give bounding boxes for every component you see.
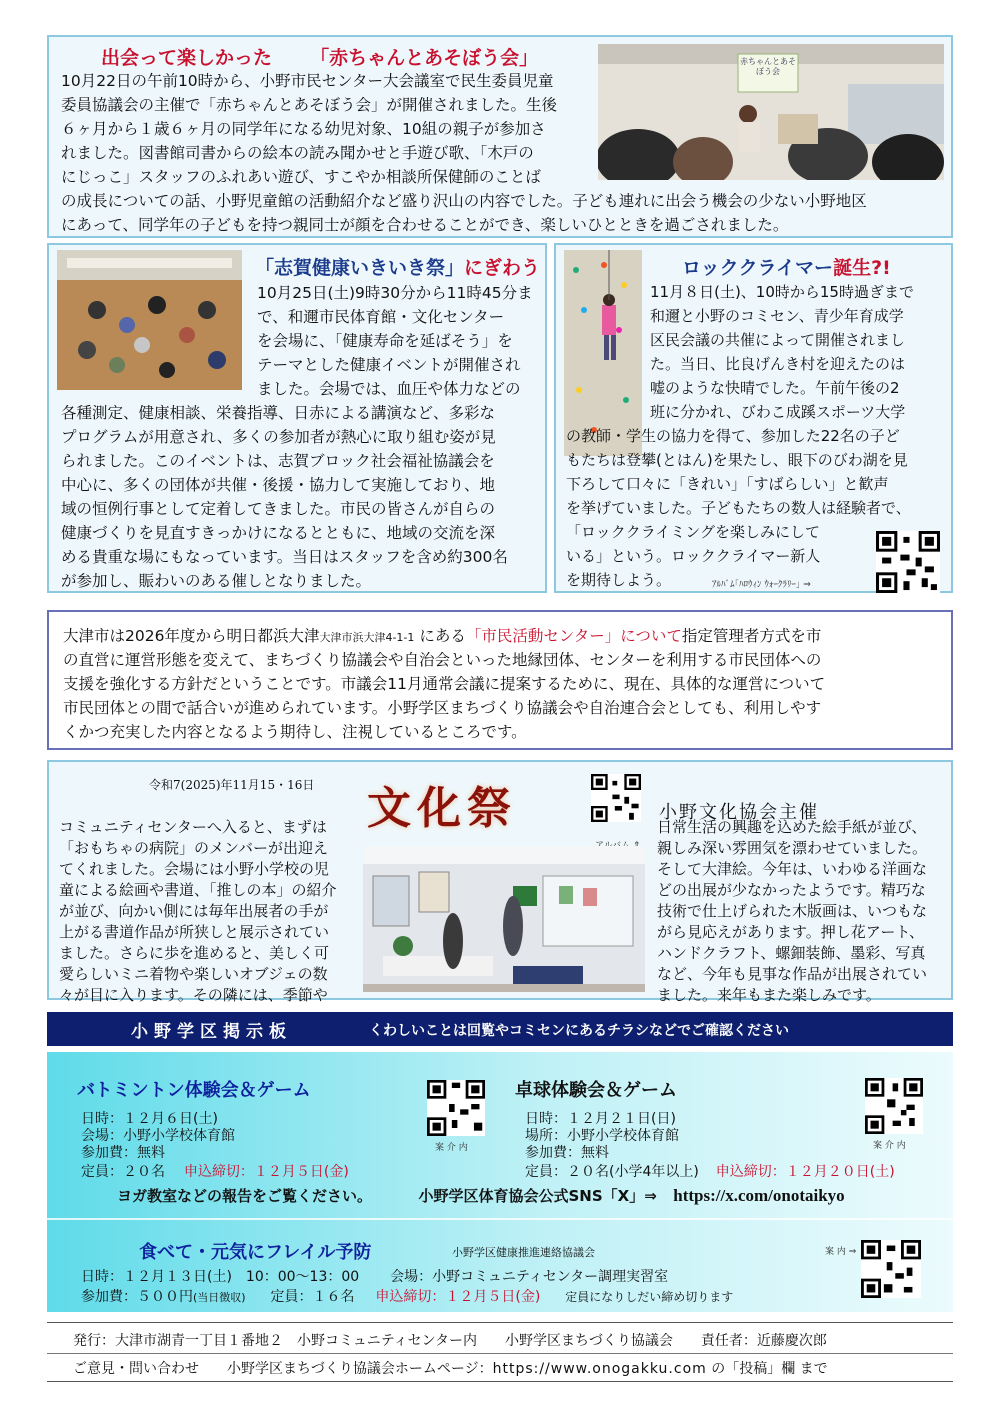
frail-org: 小野学区健康推進連絡協議会	[452, 1246, 595, 1259]
sns-link[interactable]: https://x.com/onotaikyo	[673, 1186, 845, 1205]
body-line: 「おもちゃの病院」のメンバーが出迎え	[59, 839, 328, 857]
notice-line: くかつ充実した内容となるよう期待し、注視しているところです。	[63, 723, 527, 741]
body-line: 10月25日(土)9時30分から11時45分ま	[257, 284, 533, 302]
body-line: 愛らしいミニ着物や楽しいオブジェの数	[59, 965, 328, 983]
notice-line: 支援を強化する方針だということです。市議会11月通常会議に提案するために、現在、具体的な運営について	[63, 675, 826, 693]
deadline-text: 申込締切：１２月５日(金)	[375, 1289, 541, 1305]
body-line: れました。図書館司書からの絵本の読み聞かせと手遊び歌、「木戸の	[61, 144, 534, 162]
bulletin-board-banner	[47, 1012, 953, 1046]
sns-row	[117, 1185, 845, 1206]
footer-line-1: 発行：大津市湖青一丁目１番地２ 小野コミュニティセンター内 小野学区まちづくり協議会 責任者：近藤慶次郎	[73, 1333, 827, 1349]
event-date-place	[81, 1266, 901, 1286]
notice-line: の直営に運営形態を変えて、まちづくり協議会や自治会といった地縁団体、センターを利用する市民団体への	[63, 651, 822, 669]
article-title	[101, 43, 538, 70]
body-line: 嘘のような快晴でした。午前午後の2	[650, 379, 900, 397]
body-line: 童による絵画や書道、「推しの本」の紹介	[59, 881, 337, 899]
event-capacity	[81, 1161, 441, 1181]
body-line: 親しみ深い雰囲気を漂わせていました。	[657, 839, 928, 857]
body-line: 和邇と小野のコミセン、青少年育成学	[650, 307, 904, 325]
event-place: 会場：小野コミュニティセンター調理実習室	[390, 1269, 669, 1285]
qr-label: 案 介 内	[873, 1141, 906, 1151]
title-part-b: にぎわう	[464, 257, 541, 279]
fee-note: (当日徴収)	[193, 1291, 246, 1304]
body-line: が参加し、賑わいのある催しとなりました。	[61, 572, 372, 590]
body-line: の成長についての話、小野児童館の活動紹介など盛り沢山の内容でした。子ども連れに出会う機会の少ない小野地区	[61, 192, 867, 210]
festival-title: 文化祭	[367, 783, 517, 834]
banner-title: 小野学区掲示板	[131, 1022, 292, 1042]
body-line: を会場に、「健康寿命を延ばそう」を	[257, 332, 513, 350]
body-line: にじっこ」スタッフのふれあい遊び、すこやか相談所保健師のことば	[61, 168, 541, 186]
body-line: で、和邇市民体育館・文化センター	[257, 308, 505, 326]
photo-sign: 赤ちゃんとあそぼう会	[740, 57, 796, 76]
pingpong-title: 卓球体験会＆ゲーム	[515, 1080, 677, 1101]
article-health-festival	[47, 243, 547, 593]
festival-date: 令和7(2025)年11月15・16日	[149, 778, 315, 792]
title-part-b: 誕生?!	[833, 257, 891, 279]
body-line: いる」という。ロッククライマー新人	[566, 547, 821, 565]
album-note: ｱﾙﾊﾞﾑ｢ﾊﾛｳｨﾝ ｳｫｰｸﾗﾘｰ｣ ⇒	[712, 580, 811, 590]
sns-label: 小野学区体育協会公式SNS「X」⇒	[418, 1187, 657, 1205]
homepage-link[interactable]: https://www.onogakku.com	[492, 1361, 707, 1377]
body-line: を期待しよう。	[566, 571, 672, 589]
event-capacity	[525, 1161, 945, 1181]
deadline-text: 申込締切：１２月５日(金)	[183, 1164, 349, 1180]
footer-separator	[47, 1353, 953, 1354]
deadline-text: 申込締切：１２月２０日(土)	[715, 1164, 895, 1180]
article-rock-climbing	[554, 243, 953, 593]
body-line: もたちは登攀(とはん)を果たし、眼下のびわ湖を見	[566, 451, 908, 469]
body-line: がら見応えがあります。押し花アート、	[657, 923, 925, 941]
body-line: を挙げていました。子どもたちの数人は経験者で、	[566, 499, 911, 517]
footer	[47, 1322, 953, 1382]
divider	[47, 1218, 953, 1220]
event-fee: 参加費：５００円	[81, 1289, 193, 1305]
body-line: 域の恒例行事として定着してきました。市民の皆さんが自らの	[61, 500, 496, 518]
title-part-b: 「赤ちゃんとあそぼう会」	[310, 47, 539, 69]
event-date: 日時：１２月１３日(土) 10：00～13：00	[81, 1269, 360, 1285]
banner-subtitle: くわしいことは回覧やコミセンにあるチラシなどでご確認ください	[369, 1023, 789, 1039]
body-line: 上がる書道作品が所狭しと展示されてい	[59, 923, 330, 941]
body-line: テーマとした健康イベントが開催され	[257, 356, 521, 374]
title-part-a: ロッククライマー	[682, 257, 834, 279]
notice-address: 大津市浜大津4-1-1	[319, 631, 415, 644]
title-part-a: 「志賀健康いきいき祭」	[255, 257, 465, 279]
notice-line: 市民団体との間で話合いが進められています。小野学区まちづくり協議会や自治連合会としても、利用しやす	[63, 699, 822, 717]
sns-report-text: ヨガ教室などの報告をご覧ください。	[117, 1187, 373, 1205]
body-line: ハンドクラフト、螺鈿装飾、墨彩、写真	[657, 944, 926, 962]
notice-text: 指定管理者方式を市	[681, 627, 822, 645]
body-line: 々が目に入ります。その隣には、季節や	[59, 986, 328, 1004]
body-line: プログラムが用意され、多くの参加者が熱心に取り組む姿が見	[61, 428, 496, 446]
body-line: た。当日、比良げんき村を迎えたのは	[650, 355, 906, 373]
body-line: 10月22日の午前10時から、小野市民センター大会議室で民生委員児童	[61, 72, 554, 90]
body-line: 班に分かれ、びわこ成蹊スポーツ大学	[650, 403, 906, 421]
body-line: が並び、向かい側には毎年出展者の手が	[59, 902, 329, 920]
body-line: 健康づくりを見直すきっかけになるとともに、地域の交流を深	[61, 524, 496, 542]
body-line: 各種測定、健康相談、栄養指導、日赤による講演など、多彩な	[61, 404, 496, 422]
body-line: 日常生活の興趣を込めた絵手紙が並び、	[657, 818, 927, 836]
body-line: める貴重な場にもなっています。当日はスタッフを含め約300名	[61, 548, 508, 566]
notice-text: 大津市は2026年度から明日都浜大津	[63, 627, 320, 645]
title-part-a: 出会って楽しかった	[101, 47, 273, 69]
qr-code[interactable]	[865, 1078, 923, 1134]
event-date: 日時：１２月６日(土)	[81, 1111, 218, 1127]
frail-title: 食べて・元気にフレイル予防	[139, 1242, 372, 1263]
notice-line	[63, 624, 943, 646]
body-line: ました。来年もまた楽しみです。	[657, 986, 881, 1004]
body-line: 区民会議の共催によって開催されまし	[650, 331, 906, 349]
capacity-text: 定員：２０名(小学4年以上)	[525, 1164, 699, 1180]
article-culture-festival	[47, 760, 953, 1004]
body-line: てくれました。会場には小野小学校の児	[59, 860, 330, 878]
body-line: ました。さらに歩を進めると、美しく可	[59, 944, 330, 962]
qr-code[interactable]	[427, 1080, 485, 1136]
qr-code[interactable]	[861, 1240, 921, 1298]
body-line: の教師・学生の協力を得て、参加した22名の子ど	[566, 427, 900, 445]
body-line: そして大津絵。今年は、いわゆる洋画な	[657, 860, 928, 878]
body-line: にあって、同学年の子どもを持つ親同士が顔を合わせることができ、楽しいひとときを過ごされました。	[61, 216, 789, 234]
event-place: 会場：小野小学校体育館	[81, 1128, 235, 1144]
contact-text-end: の「投稿」欄 まで	[706, 1361, 828, 1377]
badminton-title: バトミントン体験会＆ゲーム	[77, 1080, 311, 1101]
body-line: ました。会場では、血圧や体力などの	[257, 380, 521, 398]
bulletin-board	[47, 1052, 953, 1312]
notice-civic-center	[47, 610, 953, 750]
contact-text: ご意見・問い合わせ 小野学区まちづくり協議会ホームページ：	[73, 1361, 493, 1377]
body-line: 中心に、多くの団体が共催・後援・協力して実施しており、地	[61, 476, 496, 494]
event-fee: 参加費：無料	[525, 1145, 609, 1161]
body-line: など、今年も見事な作品が出展されてい	[657, 965, 928, 983]
event-fee-row	[81, 1286, 901, 1306]
qr-label: 案 内 ⇒	[825, 1247, 857, 1257]
body-line: コミュニティセンターへ入ると、まずは	[59, 818, 327, 836]
footer-line-2	[73, 1358, 828, 1378]
qr-label: 案 介 内	[435, 1143, 468, 1153]
qr-code[interactable]	[591, 774, 641, 822]
body-line: られました。このイベントは、志賀ブロック社会福祉協議会を	[61, 452, 495, 470]
article-baby-event	[47, 35, 953, 238]
capacity-text: 定員：１６名	[270, 1289, 355, 1305]
festival-host: 小野文化協会主催	[659, 802, 819, 823]
notice-highlight: 「市民活動センター」について	[465, 627, 682, 645]
body-line: 委員協議会の主催で「赤ちゃんとあそぼう会」が開催されました。生後	[61, 96, 558, 114]
body-line: 技術で仕上げられた木版画は、いつもな	[657, 902, 928, 920]
body-line: どの出展が少なかったようです。精巧な	[657, 881, 926, 899]
article-title	[255, 253, 540, 280]
event-fee: 参加費：無料	[81, 1145, 165, 1161]
body-line: 11月８日(土)、10時から15時過ぎまで	[650, 283, 914, 301]
body-line: ６ヶ月から１歳６ヶ月の同学年になる幼児対象、10組の親子が参加さ	[61, 120, 546, 138]
capacity-text: 定員：２０名	[81, 1164, 165, 1180]
body-line: 下ろして口々に「きれい」「すばらしい」と歓声	[566, 475, 889, 493]
qr-code[interactable]	[876, 531, 940, 593]
baby-event-photo	[598, 44, 944, 180]
gym-photo	[57, 250, 242, 390]
body-line: 「ロッククライミングを楽しみにして	[566, 523, 820, 541]
event-date: 日時：１２月２１日(日)	[525, 1111, 676, 1127]
exhibition-photo	[363, 846, 645, 992]
notice-text: にある	[414, 627, 466, 645]
event-place: 場所：小野小学校体育館	[525, 1128, 679, 1144]
closing-note: 定員になりしだい締め切ります	[565, 1290, 734, 1304]
article-title	[682, 253, 891, 280]
